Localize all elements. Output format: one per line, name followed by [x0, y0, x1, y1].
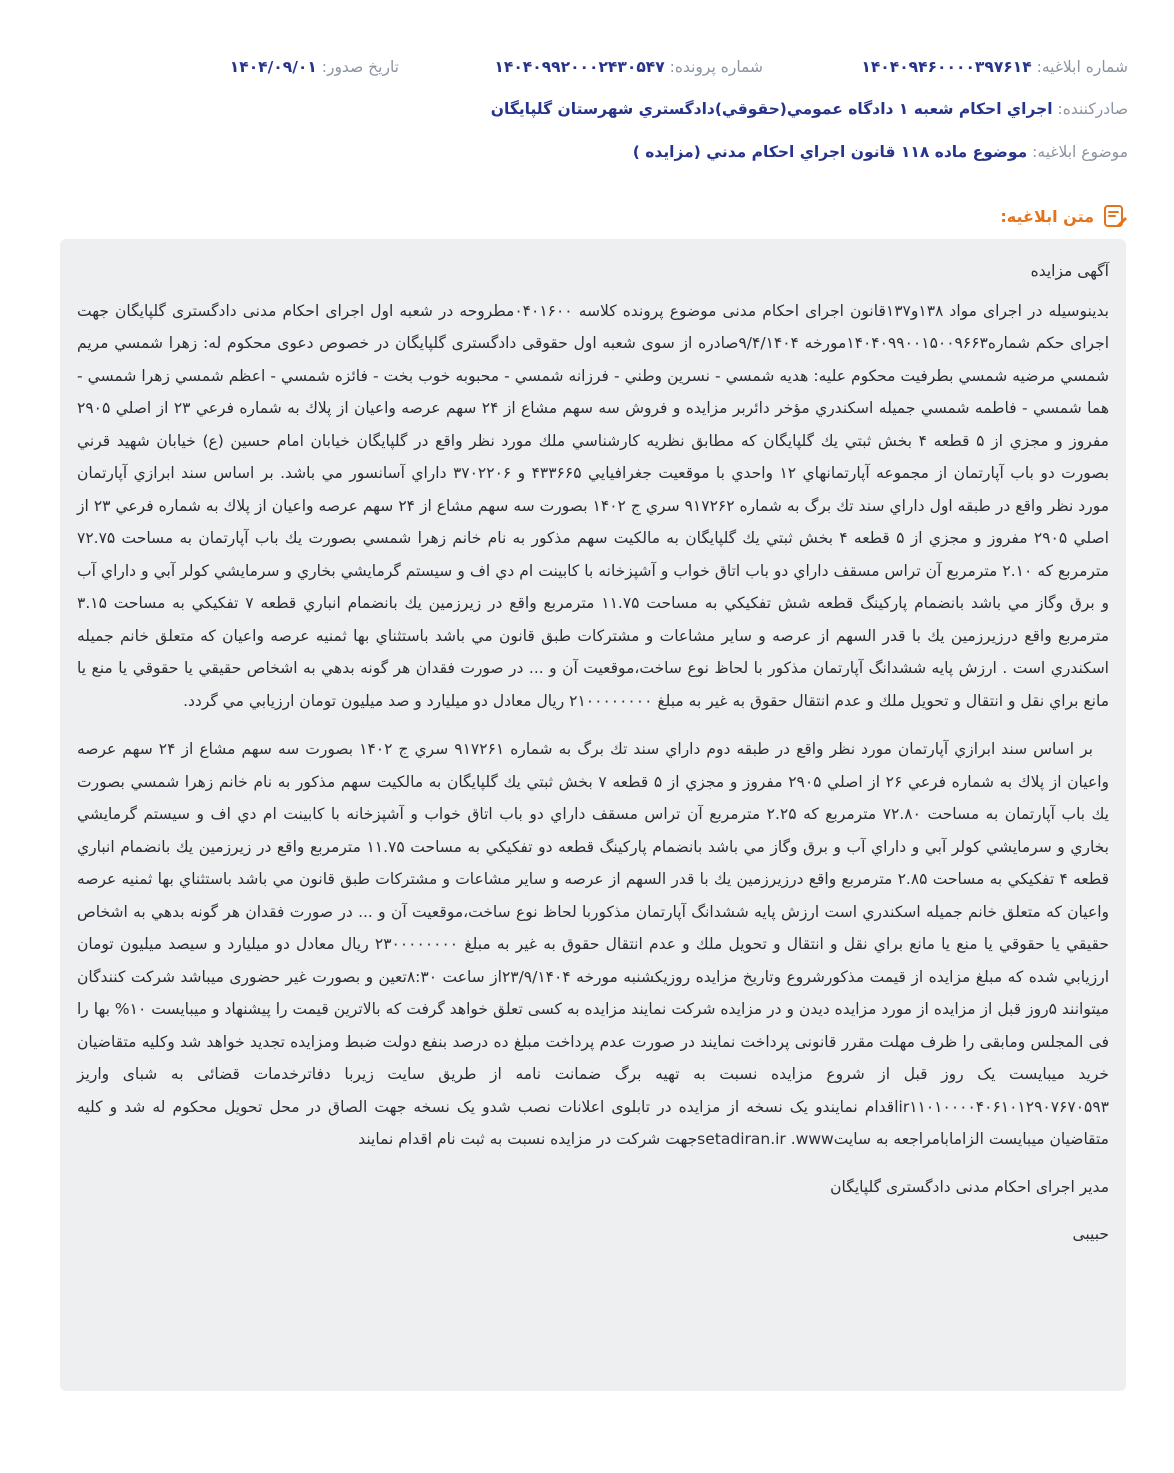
- notice-number: [861, 58, 1128, 76]
- case-number: [494, 58, 763, 76]
- signature-title: مدیر اجرای احکام مدنی دادگستری گلپایگان: [830, 1177, 1109, 1196]
- case-number-value: ۱۴۰۴۰۹۹۲۰۰۰۲۴۳۰۵۴۷: [494, 58, 665, 76]
- notice-paragraph-1: بدینوسیله در اجرای مواد ۱۳۸و۱۳۷قانون اجرای احکام مدنی موضوع پرونده کلاسه ۰۴۰۱۶۰۰مطروحه در شعبه اول اجرای احکام مدنی دادگستری گلپایگان جهت اجرای حکم شماره۱۴۰۴۰۹۹۰۰۱۵۰۰۹۶۶۳مورخه ۹/۴/۱۴۰۴صادره از سوی شعبه اول حقوقی دادگستری گلپایگان در خصوص دعوی محکوم له: زهرا شمسي مريم شمسي مرضيه شمسي بطرفيت محکوم عليه: هديه شمسي - نسرين وطني - فرزانه شمسي - محبوبه خوب بخت - فائزه شمسي - اعظم شمسي زهرا شمسي - هما شمسي - فاطمه شمسي جميله اسکندري مؤخر دائربر مزایده و فروش سه سهم مشاع از ۲۴ سهم عرصه واعیان از پلاك به شماره فرعي ۲۳ از اصلي ۲۹۰۵ مفروز و مجزي از ۵ قطعه ۴ بخش ثبتي يك گلپايگان كه مطابق نظريه كارشناسي ملك مورد نظر واقع در گلپايگان خيابان امام حسين (ع) خيابان شهيد قرني بصورت دو باب آپارتمان از مجموعه آپارتمانهاي ۱۲ واحدي با موقعيت جغرافيايي ۴۳۳۶۶۵ و ۳۷۰۲۲۰۶ داراي آسانسور مي باشد. بر اساس سند ابرازي آپارتمان مورد نظر واقع در طبقه اول داراي سند تك برگ به شماره ۹۱۷۲۶۲ سري ج ۱۴۰۲ بصورت سه سهم مشاع از ۲۴ سهم عرصه واعيان از پلاك به شماره فرعي ۲۳ از اصلي ۲۹۰۵ مفروز و مجزي از ۵ قطعه ۴ بخش ثبتي يك گلپايگان به مالكيت سهم مذكور به نام خانم زهرا شمسي بصورت يك باب آپارتمان به مساحت ۷۲.۷۵ مترمربع كه ۲.۱۰ مترمربع آن تراس مسقف داراي دو باب اتاق خواب و آشپزخانه با كابينت ام دي اف و سيستم گرمايشي بخاري و سرمايشي كولر آبي و داراي آب و برق وگاز مي باشد بانضمام پاركينگ قطعه شش تفكيكي به مساحت ۱۱.۷۵ مترمربع واقع در زيرزمين يك بانضمام انباري قطعه ۷ تفكيكي به مساحت ۳.۱۵ مترمربع واقع درزيرزمين يك با قدر السهم از عرصه و ساير مشاعات و مشتركات طبق قانون مي باشد باستثناي بها ثمنيه عرصه واعيان كه متعلق خانم جميله اسكندري است . ارزش پايه ششدانگ آپارتمان مذكور با لحاظ نوع ساخت،موقعيت آن و ... در صورت فقدان هر گونه بدهي به اشخاص حقيقي يا حقوقي يا منع يا مانع براي نقل و انتقال و تحويل ملك و عدم انتقال حقوق به غير به مبلغ ۲۱۰۰۰۰۰۰۰۰ ريال معادل دو ميليارد و صد ميليون تومان ارزيابي مي گردد.: [77, 301, 1110, 710]
- notice-number-value: ۱۴۰۴۰۹۴۶۰۰۰۰۳۹۷۶۱۴: [861, 58, 1032, 76]
- issuer-label: صادرکننده:: [1057, 100, 1128, 118]
- issuer-value: اجراي احکام شعبه ۱ دادگاه عمومي(حقوقي)دادگستري شهرستان گلپايگان: [490, 100, 1053, 118]
- notice-paragraph-2: بر اساس سند ابرازي آپارتمان مورد نظر واقع در طبقه دوم داراي سند تك برگ به شماره ۹۱۷۲۶۱ سري ج ۱۴۰۲ بصورت سه سهم مشاع از ۲۴ سهم عرصه واعيان از پلاك به شماره فرعي ۲۶ از اصلي ۲۹۰۵ مفروز و مجزي از ۵ قطعه ۷ بخش ثبتي يك گلپايگان به مالكيت سهم مذكور به نام خانم زهرا شمسي بصورت يك باب آپارتمان به مساحت ۷۲.۸۰ مترمربع كه ۲.۲۵ مترمربع آن تراس مسقف داراي دو باب اتاق خواب و آشپزخانه با كابينت ام دي اف و سيستم گرمايشي بخاري و سرمايشي كولر آبي و داراي آب و برق وگاز مي باشد بانضمام پاركينگ قطعه دو تفكيكي به مساحت ۱۱.۷۵ مترمربع واقع در زيرزمين يك بانضمام انباري قطعه ۴ تفكيكي به مساحت ۲.۸۵ مترمربع واقع درزيرزمين يك با قدر السهم از عرصه و ساير مشاعات و مشتركات طبق قانون مي باشد باستثناي بها ثمنيه عرصه واعيان كه متعلق خانم جميله اسكندري است ارزش پايه ششدانگ آپارتمان مذكوربا لحاظ نوع ساخت،موقعيت آن و ... در صورت فقدان هر گونه بدهي به اشخاص حقيقي يا حقوقي يا منع يا مانع براي نقل و انتقال و تحويل ملك و عدم انتقال حقوق به غير به مبلغ ۲۳۰۰۰۰۰۰۰۰ ريال معادل دو ميليارد و سيصد ميليون تومان ارزيابي شده كه مبلغ مزایده از قیمت مذکورشروع وتاریخ مزایده روزیکشنبه مورخه ۲۳/۹/۱۴۰۴از ساعت ۸:۳۰تعین و بصورت غیر حضوری میباشد شرکت کنندگان میتوانند ۵روز قبل از مزایده از مورد مزایده دیدن و در مزایده شرکت نمایند مزایده به کسی تعلق خواهد گرفت که بالاترین قیمت را پیشنهاد و میبایست ۱۰% بها را فی المجلس ومابقی را ظرف مهلت مقرر قانونی پرداخت نمایند در صورت عدم پرداخت مبلغ ده درصد بنفع دولت ضبط ومزایده تجدید خواهد شد وکلیه متقاضیان خرید میبایست یک روز قبل از شروع مزایده نسبت به تهیه برگ ضمانت نامه از طریق سایت زیربا دفاترخدمات قضائی به شبای واریز ir۱۱۰۱۰۰۰۰۴۰۶۱۰۱۲۹۰۷۶۷۰۵۹۳اقدام نمایندو یک نسخه از مزایده در تابلوی اعلانات نصب شدو یک نسخه جهت الصاق در محل تحویل محکوم له شد و کلیه متقاضیان میبایست الزامابامراجعه به سایتsetadiran.ir .wwwجهت شرکت در مزایده نسبت به ثبت نام اقدام نمایند: [77, 740, 1110, 1148]
- issue-date: [230, 58, 399, 76]
- signature-name: حبیبی: [1072, 1225, 1109, 1243]
- notice-title: آگهی مزایده: [1030, 262, 1109, 280]
- subject: [633, 143, 1128, 161]
- issuer: [491, 100, 1128, 118]
- case-number-label: شماره پرونده:: [669, 58, 763, 76]
- section-heading: [1000, 202, 1128, 230]
- issue-date-value: ۱۴۰۴/۰۹/۰۱: [229, 58, 317, 76]
- document-note-icon: [1102, 203, 1128, 229]
- notice-content: [60, 239, 1126, 1391]
- subject-label: موضوع ابلاغيه:: [1032, 143, 1128, 161]
- issue-date-label: تاريخ صدور:: [321, 58, 399, 76]
- section-label: متن ابلاغيه:: [1000, 206, 1094, 226]
- notice-number-label: شماره ابلاغيه:: [1036, 58, 1128, 76]
- subject-value: موضوع ماده ۱۱۸ قانون اجراي احکام مدني (مزايده ): [632, 143, 1028, 161]
